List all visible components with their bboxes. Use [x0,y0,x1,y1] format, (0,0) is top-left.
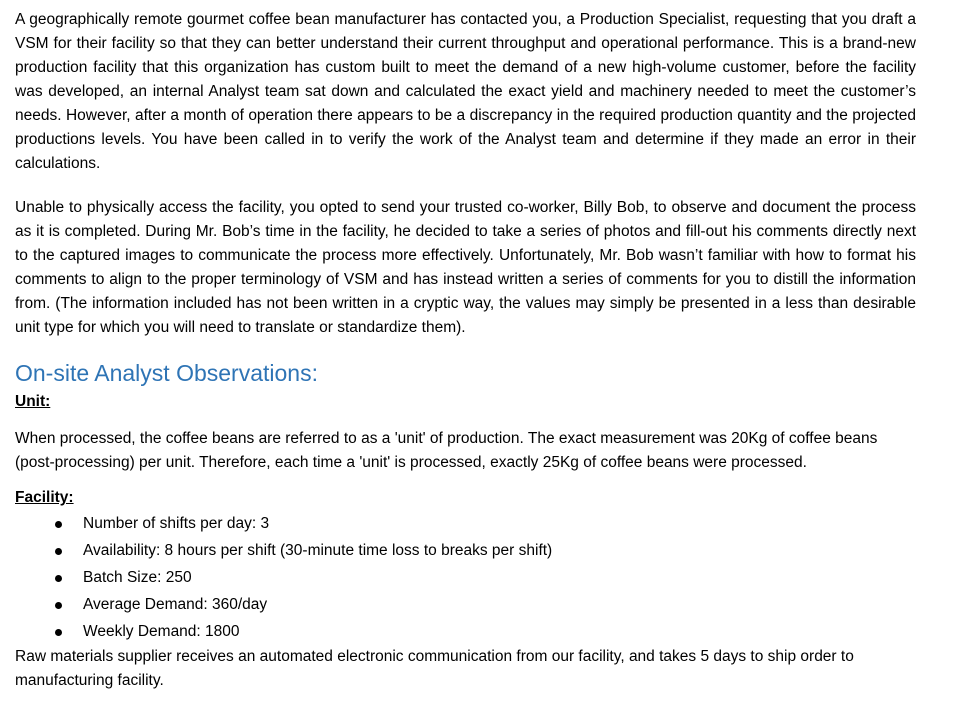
observer-paragraph: Unable to physically access the facility, you opted to send your trusted co-worker, Billy Bob, to observe and document the process as it is completed. During Mr. Bob’s time in the facility, he decided to take a series of photos and fill-out his comments directly next to the captured images to communicate the process more effectively. Unfortunately, Mr. Bob wasn’t familiar with how to format his comments to align to the proper terminology of VSM and has instead written a series of comments for you to distill the information from. (The information included has not been written in a cryptic way, the values may simply be presented in a less than desirable unit type for which you will need to translate or standardize them). [15,199,916,336]
unit-heading: Unit: [15,393,51,410]
list-item [15,539,916,566]
document-page [15,8,916,693]
unit-paragraph: When processed, the coffee beans are referred to as a 'unit' of production. The exact measurement was 20Kg of coffee beans (post-processing) per unit. Therefore, each time a 'unit' is processed, exactly 25Kg of coffee beans were processed. [15,430,878,471]
facility-item-text: Availability: 8 hours per shift (30-minute time loss to breaks per shift) [83,542,553,559]
bullet-icon [55,575,62,582]
facility-list [15,512,916,647]
bullet-icon [55,548,62,555]
list-item [15,566,916,593]
section-heading: On-site Analyst Observations: [15,360,318,386]
bullet-icon [55,602,62,609]
facility-item-text: Weekly Demand: 1800 [83,623,240,640]
list-item [15,593,916,620]
facility-item-text: Batch Size: 250 [83,569,192,586]
facility-item-text: Average Demand: 360/day [83,596,268,613]
list-item [15,620,916,647]
bullet-icon [55,521,62,528]
bullet-icon [55,629,62,636]
intro-paragraph: A geographically remote gourmet coffee bean manufacturer has contacted you, a Production Specialist, requesting that you draft a VSM for their facility so that they can better understand their current throughput and operational performance. This is a brand-new production facility that this organization has custom built to meet the demand of a new high-volume customer, before the facility was developed, an internal Analyst team sat down and calculated the exact yield and machinery needed to meet the customer’s needs. However, after a month of operation there appears to be a discrepancy in the required production quantity and the projected productions levels. You have been called in to verify the work of the Analyst team and determine if they made an error in their calculations. [15,11,916,172]
facility-heading: Facility: [15,489,74,506]
list-item [15,512,916,539]
facility-item-text: Number of shifts per day: 3 [83,515,270,532]
supplier-paragraph: Raw materials supplier receives an automated electronic communication from our facility, and takes 5 days to ship order to manufacturing facility. [15,648,854,689]
